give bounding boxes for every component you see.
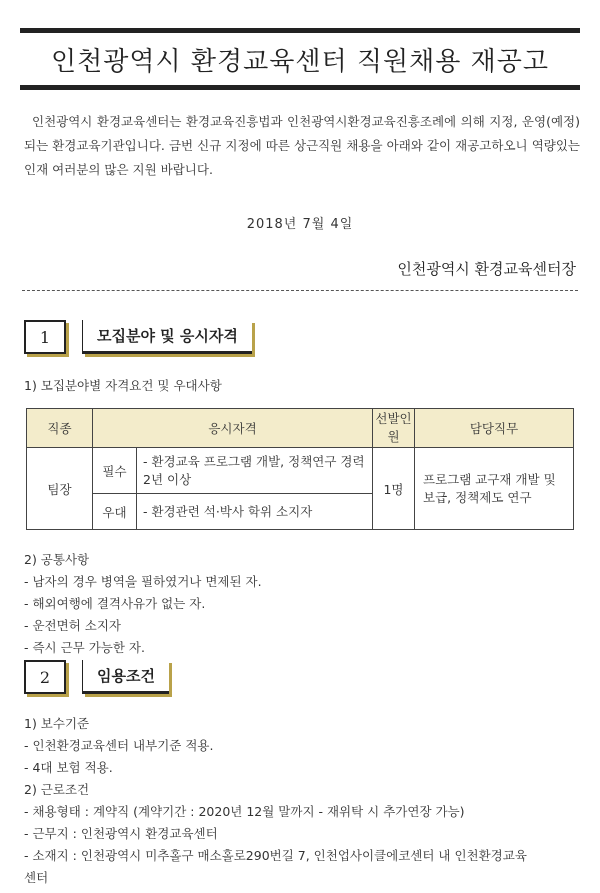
- section-2-sub-2: 2) 근로조건: [24, 782, 90, 797]
- document-title: 인천광역시 환경교육센터 직원채용 재공고: [51, 46, 549, 77]
- header-job: 직종: [27, 409, 93, 448]
- common-item: - 즉시 근무 가능한 자.: [24, 640, 145, 655]
- cell-required-text: - 환경교육 프로그램 개발, 정책연구 경력 2년 이상: [137, 448, 373, 494]
- section-2-number: 2: [24, 660, 66, 694]
- work-item: 센터: [24, 870, 49, 885]
- cell-job: 팀장: [27, 448, 93, 530]
- signer: 인천광역시 환경교육센터장: [397, 260, 576, 278]
- section-1-number: 1: [24, 320, 66, 354]
- pay-item: - 4대 보험 적용.: [24, 760, 113, 775]
- table-header-row: [27, 409, 574, 448]
- intro-paragraph: 인천광역시 환경교육센터는 환경교육진흥법과 인천광역시환경교육진흥조례에 의해 지정, 운영(예정)되는 환경교육기관입니다. 금번 신규 지정에 따른 상근직원 채용을 아래와 같이 재공고하오니 역량있는 인재 여러분의 많은 지원 바랍니다.: [24, 114, 580, 177]
- cell-required-label: 필수: [93, 448, 137, 494]
- section-2-label: 임용조건: [82, 660, 169, 694]
- section-1-sub-1: 1) 모집분야별 자격요건 및 우대사항: [24, 378, 222, 393]
- work-item: - 채용형태 : 계약직 (계약기간 : 2020년 12월 말까지 - 재위탁 시 추가연장 가능): [24, 804, 465, 819]
- cell-preferred-text: - 환경관련 석·박사 학위 소지자: [137, 494, 373, 530]
- work-item: - 소재지 : 인천광역시 미추홀구 매소홀로290번길 7, 인천업사이클에코센터 내 인천환경교육: [24, 848, 527, 863]
- section-1-sub-2: 2) 공통사항: [24, 552, 90, 567]
- work-item: - 근무지 : 인천광역시 환경교육센터: [24, 826, 218, 841]
- header-count: 선발인원: [373, 409, 415, 448]
- section-2-header: [24, 660, 169, 694]
- document-title-box: [20, 28, 580, 90]
- common-item: - 운전면허 소지자: [24, 618, 121, 633]
- cell-duty: 프로그램 교구재 개발 및 보급, 정책제도 연구: [415, 448, 574, 530]
- requirements-table: [26, 408, 574, 530]
- divider: [22, 290, 578, 291]
- section-2-sub-1: 1) 보수기준: [24, 716, 90, 731]
- cell-count: 1명: [373, 448, 415, 530]
- table-row: [27, 448, 574, 494]
- header-duty: 담당직무: [415, 409, 574, 448]
- section-1-label: 모집분야 및 응시자격: [82, 320, 252, 354]
- pay-item: - 인천환경교육센터 내부기준 적용.: [24, 738, 214, 753]
- section-1-header: [24, 320, 252, 354]
- common-item: - 남자의 경우 병역을 필하였거나 면제된 자.: [24, 574, 262, 589]
- header-qualification: 응시자격: [93, 409, 373, 448]
- cell-preferred-label: 우대: [93, 494, 137, 530]
- notice-date: 2018년 7월 4일: [246, 217, 354, 232]
- common-item: - 해외여행에 결격사유가 없는 자.: [24, 596, 206, 611]
